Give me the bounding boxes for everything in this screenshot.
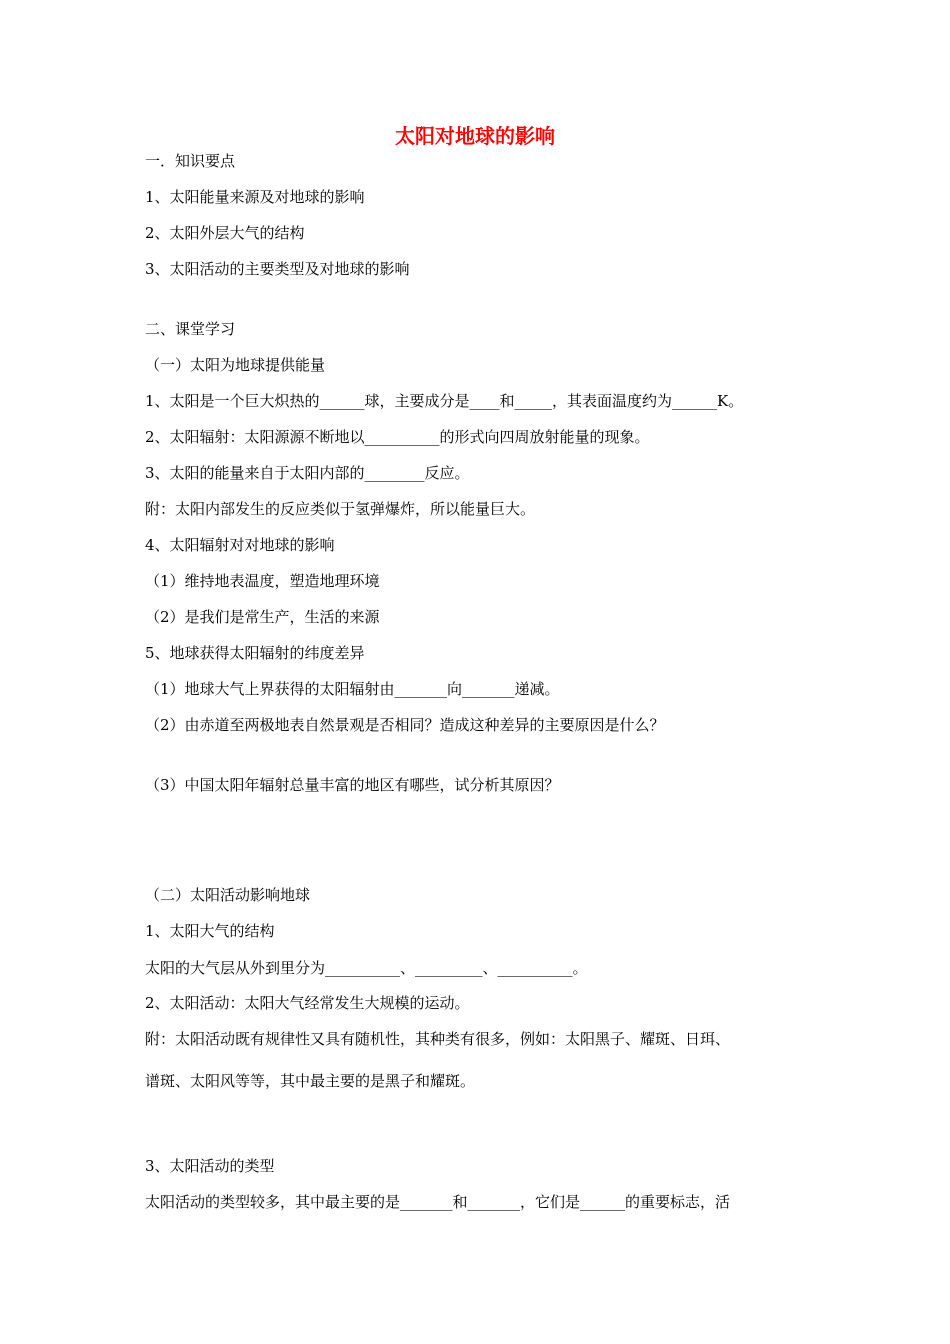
knowledge-point-2: 2、太阳外层大气的结构 bbox=[145, 224, 305, 242]
question-line: 5、地球获得太阳辐射的纬度差异 bbox=[145, 644, 365, 662]
subsection-heading-solar-activity: （二）太阳活动影响地球 bbox=[145, 886, 311, 904]
question-line: 2、太阳辐射：太阳源源不断地以__________的形式向四周放射能量的现象。 bbox=[145, 428, 650, 446]
sub-item-line: （3）中国太阳年辐射总量丰富的地区有哪些，试分析其原因？ bbox=[145, 776, 560, 794]
question-line: 4、太阳辐射对对地球的影响 bbox=[145, 536, 335, 554]
knowledge-point-3: 3、太阳活动的主要类型及对地球的影响 bbox=[145, 260, 410, 278]
question-line: 太阳活动的类型较多，其中最主要的是_______和_______，它们是______的重要标志，活 bbox=[145, 1193, 731, 1211]
subsection-heading-energy: （一）太阳为地球提供能量 bbox=[145, 356, 326, 374]
question-line: 1、太阳大气的结构 bbox=[145, 922, 275, 940]
knowledge-point-1: 1、太阳能量来源及对地球的影响 bbox=[145, 188, 365, 206]
question-line: 太阳的大气层从外到里分为__________、_________、__________。 bbox=[145, 959, 588, 977]
sub-item-line: （2）由赤道至两极地表自然景观是否相同？造成这种差异的主要原因是什么？ bbox=[145, 716, 665, 734]
question-line: 3、太阳的能量来自于太阳内部的________反应。 bbox=[145, 464, 470, 482]
note-line: 附：太阳活动既有规律性又具有随机性，其种类有很多，例如：太阳黑子、耀斑、日珥、 bbox=[145, 1030, 731, 1048]
question-line: 2、太阳活动：太阳大气经常发生大规模的运动。 bbox=[145, 994, 470, 1012]
section-heading-class-study: 二、课堂学习 bbox=[145, 320, 236, 338]
note-line: 附：太阳内部发生的反应类似于氢弹爆炸，所以能量巨大。 bbox=[145, 500, 536, 518]
note-line: 谱斑、太阳风等等，其中最主要的是黑子和耀斑。 bbox=[145, 1072, 476, 1090]
sub-item-line: （2）是我们是常生产，生活的来源 bbox=[145, 608, 380, 626]
sub-item-line: （1）地球大气上界获得的太阳辐射由_______向_______递减。 bbox=[145, 680, 560, 698]
question-line: 1、太阳是一个巨大炽热的______球，主要成分是____和_____，其表面温度约为______K。 bbox=[145, 392, 744, 410]
sub-item-line: （1）维持地表温度，塑造地理环境 bbox=[145, 572, 380, 590]
document-title: 太阳对地球的影响 bbox=[395, 124, 555, 148]
question-line: 3、太阳活动的类型 bbox=[145, 1157, 275, 1175]
section-heading-knowledge-points: 一．知识要点 bbox=[145, 152, 236, 170]
